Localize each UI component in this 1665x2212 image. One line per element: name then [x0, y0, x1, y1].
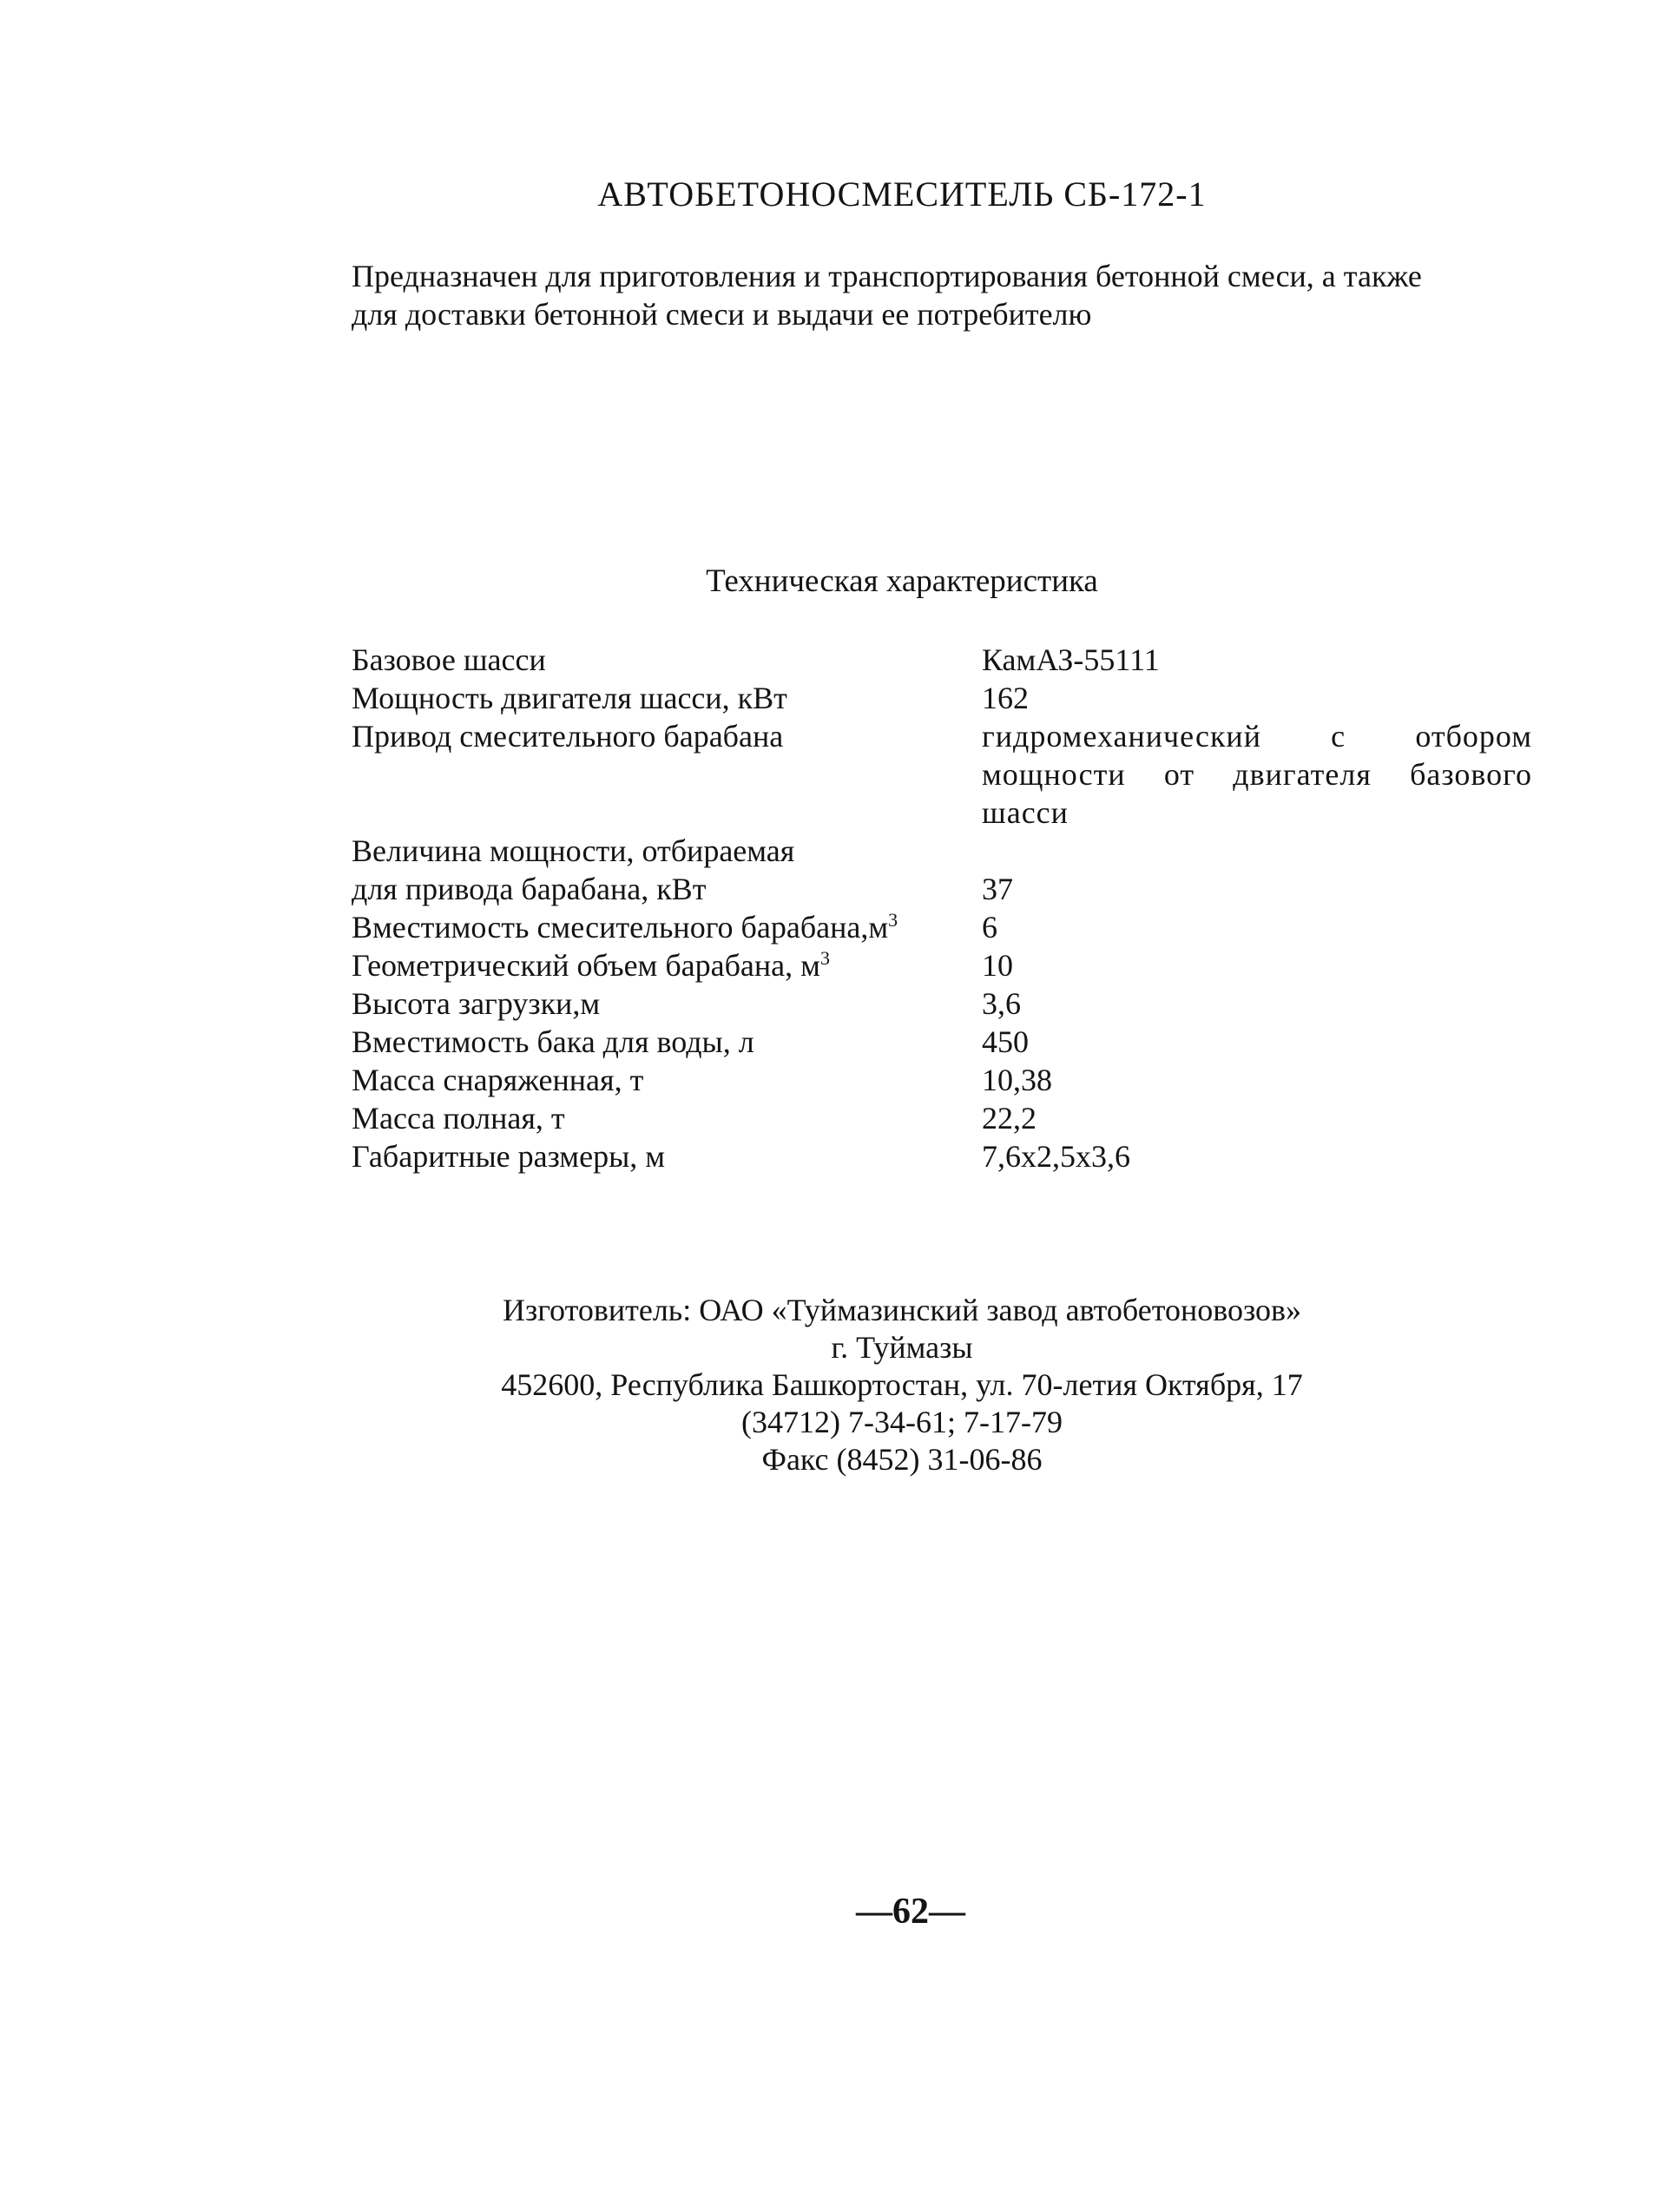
spec-value: гидромеханический с отбором мощности от двигателя базового шасси — [982, 719, 1532, 830]
page-number: —62— — [856, 1892, 965, 1932]
superscript: 3 — [819, 947, 830, 969]
spec-value: 6 — [982, 910, 997, 945]
spec-label: Высота загрузки,м — [352, 986, 601, 1021]
spec-label-text: Геометрический объем барабана, м — [352, 948, 820, 983]
spec-value: 37 — [982, 872, 1013, 906]
spec-row-dimensions — [352, 1137, 1532, 1175]
spec-value: 7,6х2,5х3,6 — [982, 1139, 1130, 1174]
spec-row-drum-volume — [352, 946, 1532, 984]
spec-value — [982, 832, 1532, 870]
spec-label — [352, 908, 982, 946]
spec-label — [352, 946, 982, 984]
spec-row-loading-height — [352, 984, 1532, 1023]
manufacturer-address: 452600, Республика Башкортостан, ул. 70-летия Октября, 17 — [501, 1367, 1303, 1402]
spec-row-base-chassis — [352, 641, 1532, 679]
document-title: АВТОБЕТОНОСМЕСИТЕЛЬ СБ-172-1 — [597, 174, 1207, 214]
spec-table — [352, 641, 1532, 1175]
spec-value: 22,2 — [982, 1101, 1037, 1136]
spec-label: для привода барабана, кВт — [352, 872, 707, 906]
spec-row-curb-weight — [352, 1061, 1532, 1099]
spec-label: Привод смесительного барабана — [352, 719, 784, 754]
spec-label: Масса снаряженная, т — [352, 1063, 644, 1097]
spec-label: Вместимость бака для воды, л — [352, 1024, 754, 1059]
spec-row-engine-power — [352, 679, 1532, 717]
spec-label: Масса полная, т — [352, 1101, 565, 1136]
manufacturer-city: г. Туймазы — [831, 1330, 973, 1365]
purpose-paragraph — [352, 257, 1550, 333]
spec-heading: Техническая характеристика — [706, 563, 1098, 599]
manufacturer-fax: Факс (8452) 31-06-86 — [761, 1442, 1043, 1477]
spec-row-power-takeoff-line1 — [352, 832, 1532, 870]
spec-value: КамАЗ-55111 — [982, 642, 1160, 677]
spec-row-drum-capacity — [352, 908, 1532, 946]
purpose-line-1: Предназначен для приготовления и транспортирования бетонной смеси, а также — [352, 259, 1422, 293]
spec-value: 10 — [982, 948, 1013, 983]
manufacturer-phone: (34712) 7-34-61; 7-17-79 — [741, 1405, 1063, 1439]
superscript: 3 — [888, 909, 898, 931]
spec-label: Базовое шасси — [352, 642, 546, 677]
manufacturer-name: Изготовитель: ОАО «Туймазинский завод автобетоновозов» — [502, 1293, 1302, 1327]
spec-value: 10,38 — [982, 1063, 1052, 1097]
spec-label: Габаритные размеры, м — [352, 1139, 666, 1174]
spec-row-drum-drive — [352, 717, 1532, 832]
spec-label-text: Вместимость смесительного барабана,м — [352, 910, 889, 945]
purpose-line-2: для доставки бетонной смеси и выдачи ее потребителю — [352, 297, 1092, 332]
spec-row-power-takeoff — [352, 870, 1532, 908]
spec-value: 450 — [982, 1024, 1029, 1059]
spec-label: Величина мощности, отбираемая — [352, 833, 795, 868]
spec-value: 3,6 — [982, 986, 1021, 1021]
spec-row-water-tank — [352, 1023, 1532, 1061]
spec-label: Мощность двигателя шасси, кВт — [352, 681, 787, 715]
manufacturer-block — [0, 1292, 1665, 1478]
spec-row-gross-weight — [352, 1099, 1532, 1137]
spec-value: 162 — [982, 681, 1029, 715]
